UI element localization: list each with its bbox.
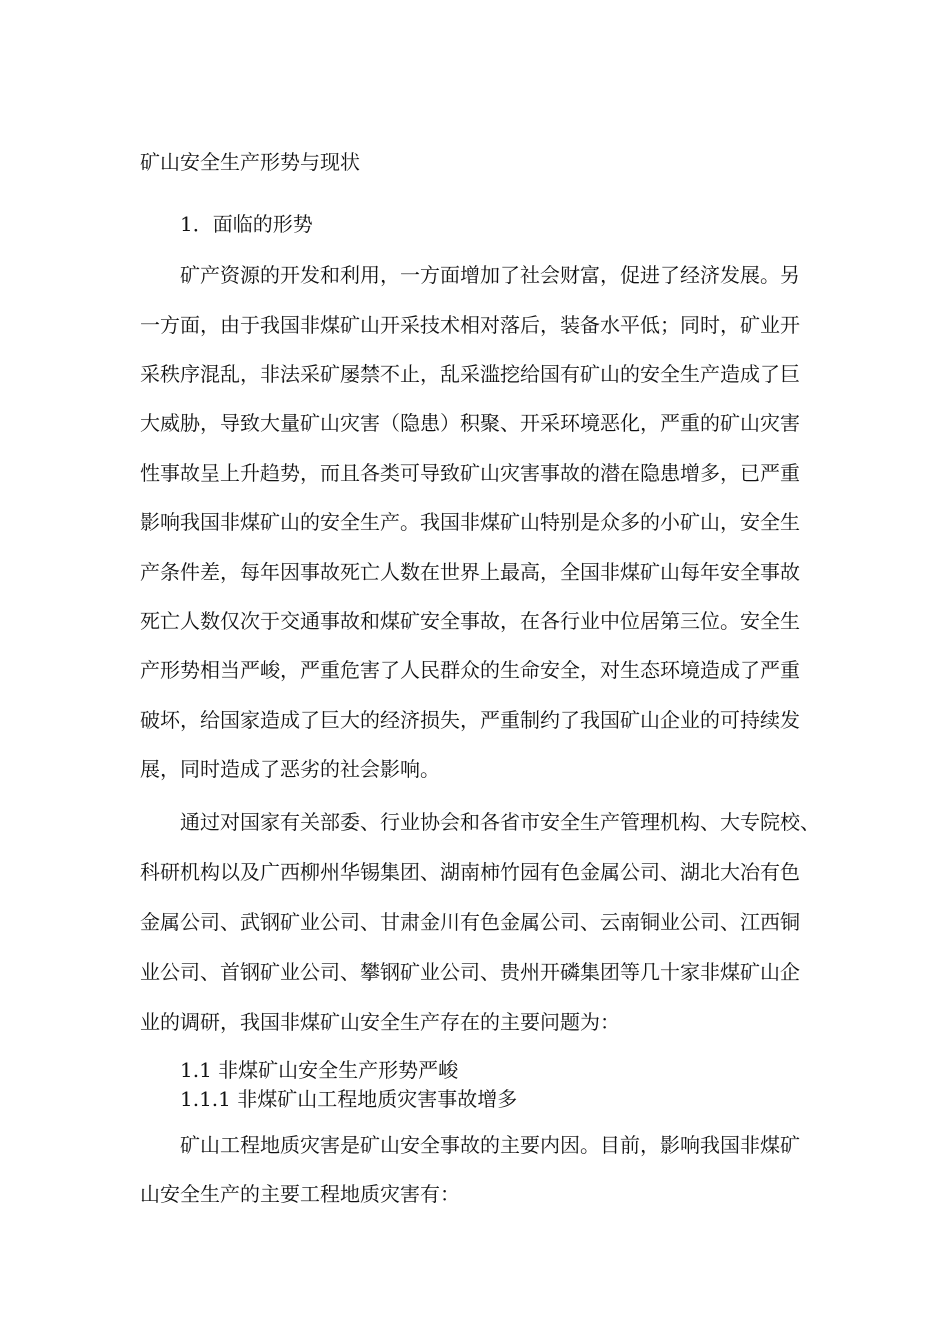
paragraph-line: 矿山工程地质灾害是矿山安全事故的主要内因。目前，影响我国非煤矿 (180, 1133, 800, 1157)
paragraph-line: 一方面，由于我国非煤矿山开采技术相对落后，装备水平低；同时，矿业开 (140, 313, 800, 337)
subsection-heading: 1.1.1 非煤矿山工程地质灾害事故增多 (180, 1087, 518, 1111)
document-title: 矿山安全生产形势与现状 (140, 150, 360, 174)
subsection-heading: 1.1 非煤矿山安全生产形势严峻 (180, 1058, 459, 1082)
paragraph-line: 山安全生产的主要工程地质灾害有： (140, 1182, 460, 1206)
paragraph-line: 采秩序混乱，非法采矿屡禁不止，乱采滥挖给国有矿山的安全生产造成了巨 (140, 362, 800, 386)
paragraph-line: 大威胁，导致大量矿山灾害（隐患）积聚、开采环境恶化，严重的矿山灾害 (140, 411, 800, 435)
paragraph-line: 金属公司、武钢矿业公司、甘肃金川有色金属公司、云南铜业公司、江西铜 (140, 910, 800, 934)
paragraph-line: 通过对国家有关部委、行业协会和各省市安全生产管理机构、大专院校、 (180, 810, 820, 834)
section-heading: 1．面临的形势 (180, 212, 313, 236)
paragraph-line: 业的调研，我国非煤矿山安全生产存在的主要问题为： (140, 1010, 620, 1034)
paragraph-line: 死亡人数仅次于交通事故和煤矿安全事故，在各行业中位居第三位。安全生 (140, 609, 800, 633)
paragraph-line: 业公司、首钢矿业公司、攀钢矿业公司、贵州开磷集团等几十家非煤矿山企 (140, 960, 800, 984)
paragraph-line: 产形势相当严峻，严重危害了人民群众的生命安全，对生态环境造成了严重 (140, 658, 800, 682)
paragraph-line: 产条件差，每年因事故死亡人数在世界上最高，全国非煤矿山每年安全事故 (140, 560, 800, 584)
paragraph-line: 展，同时造成了恶劣的社会影响。 (140, 757, 440, 781)
paragraph-line: 破坏，给国家造成了巨大的经济损失，严重制约了我国矿山企业的可持续发 (140, 708, 800, 732)
paragraph-line: 科研机构以及广西柳州华锡集团、湖南柿竹园有色金属公司、湖北大冶有色 (140, 860, 800, 884)
paragraph-line: 矿产资源的开发和利用，一方面增加了社会财富，促进了经济发展。另 (180, 263, 800, 287)
paragraph-line: 性事故呈上升趋势，而且各类可导致矿山灾害事故的潜在隐患增多，已严重 (140, 461, 800, 485)
paragraph-line: 影响我国非煤矿山的安全生产。我国非煤矿山特别是众多的小矿山，安全生 (140, 510, 800, 534)
